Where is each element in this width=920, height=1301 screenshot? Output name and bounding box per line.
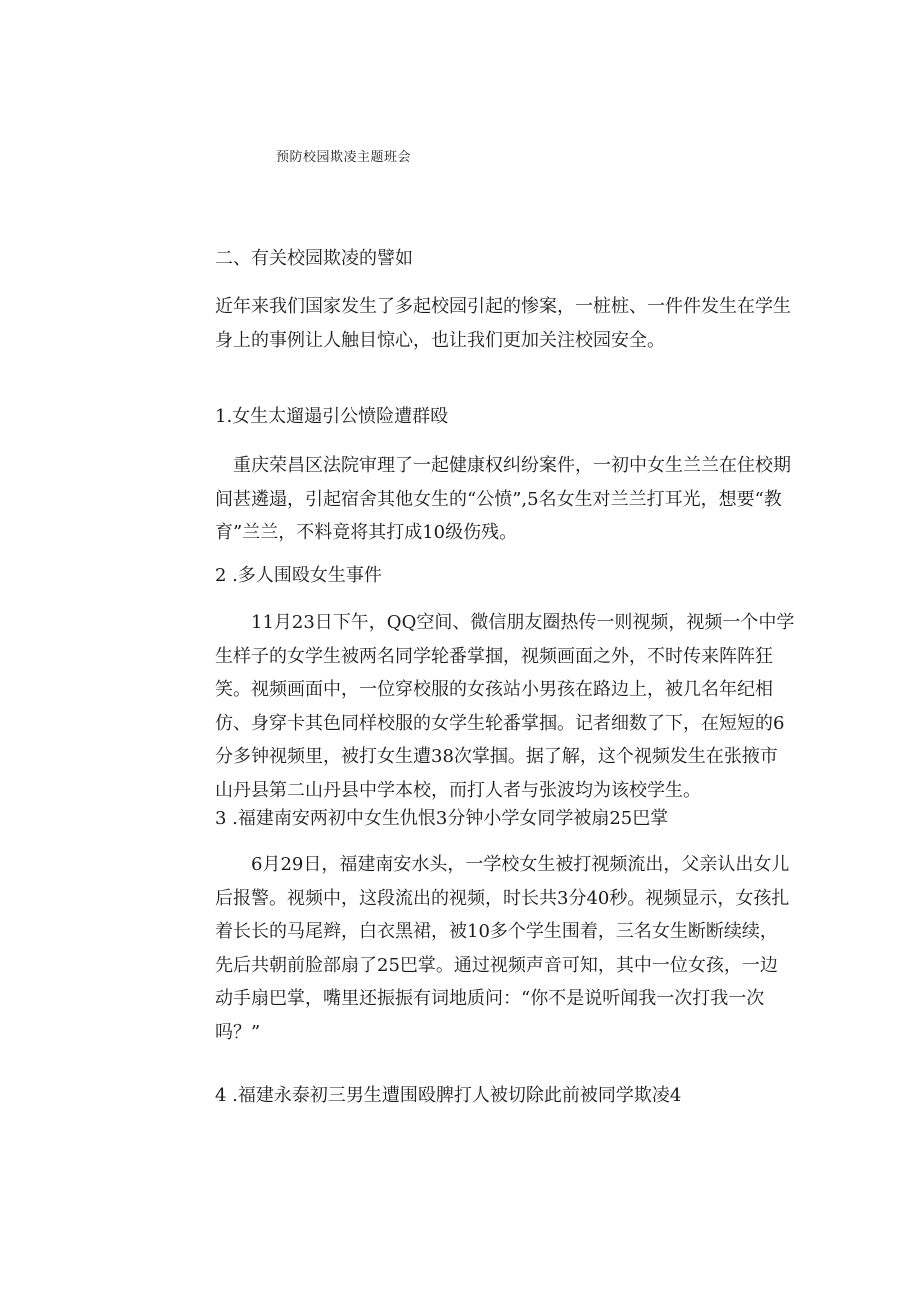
paragraph-text: 11月23日下午，QQ空间、微信朋友圈热传一则视频，视频一个中学生样子的女学生被两名同学轮番掌掴，视频画面之外，不时传来阵阵狂笑。视频画面中，一位穿校服的女孩站小男孩在路边上，被几名年纪相仿、身穿卡其色同样校服的女学生轮番掌掴。记者细数了下，在短短的6分多钟视频里，被打女生遭38次掌掴。据了解，这个视频发生在张掖市山丹县第二山丹县中学本校，而打人者与张波均为该校学生。 [215,612,795,801]
paragraph-text: 6月29日，福建南安水头，一学校女生被打视频流出，父亲认出女儿后报警。视频中，这段流出的视频，时长共3分40秒。视频显示，女孩扎着长长的马尾辫，白衣黑裙，被10多个学生围着，三名女生断断续续，先后共朝前脸部扇了25巴掌。通过视频声音可知，其中一位女孩，一边动手扇巴掌，嘴里还振振有词地质问：“你不是说听闻我一次打我一次吗？” [215,854,790,1043]
item-heading-4: 4 .福建永泰初三男生遭围殴脾打人被切除此前被同学欺凌4 [215,1085,682,1106]
item-paragraph-3 [215,848,795,1049]
intro-paragraph [215,290,795,357]
item-paragraph-2 [215,606,795,807]
item-heading-3: 3 .福建南安两初中女生仇恨3分钟小学女同学被扇25巴掌 [215,808,669,829]
document-title: 预防校园欺凌主题班会 [276,150,412,165]
paragraph-text: 重庆荣昌区法院审理了一起健康权纠纷案件，一初中女生兰兰在住校期间甚遴遢，引起宿舍其他女生的“公愤”,5名女生对兰兰打耳光，想要“教育”兰兰，不料竟将其打成10级伤残。 [215,455,791,543]
item-paragraph-1 [215,449,795,550]
item-heading-2: 2 .多人围殴女生事件 [215,565,382,586]
item-heading-1: 1.女生太遛遢引公愤险遭群殴 [215,406,449,427]
section-heading: 二、有关校园欺凌的譬如 [215,248,413,269]
paragraph-text: 近年来我们国家发生了多起校园引起的惨案，一桩桩、一件件发生在学生身上的事例让人触目惊心，也让我们更加关注校园安全。 [215,296,791,351]
